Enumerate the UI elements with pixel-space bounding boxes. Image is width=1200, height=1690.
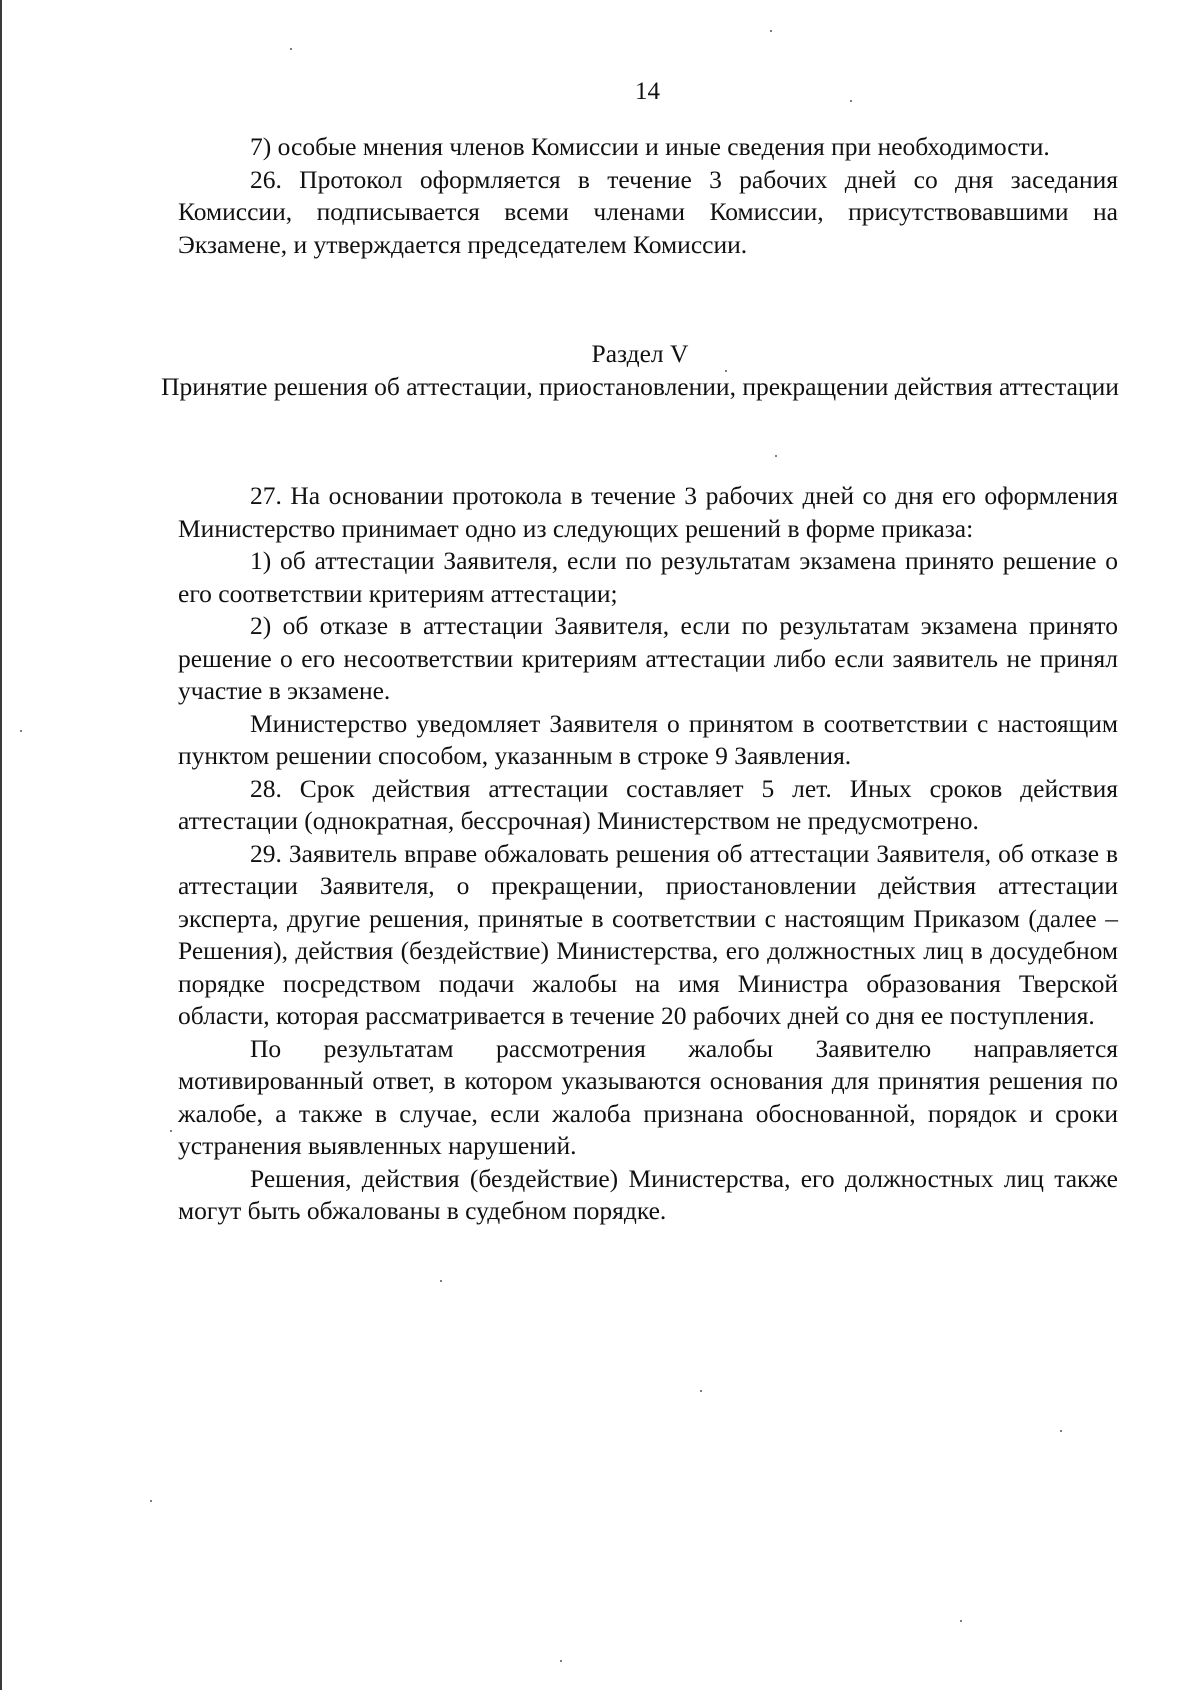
paragraph-26: 26. Протокол оформляется в течение 3 рабочих дней со дня заседания Комиссии, подписывается всеми членами Комиссии, присутствовавшими на Экзамене, и утверждается председателем Комиссии.	[178, 164, 1118, 259]
scan-speck	[1060, 1430, 1062, 1432]
scan-speck	[850, 100, 852, 102]
scan-edge-line	[0, 0, 2, 1690]
scan-speck	[960, 1620, 962, 1622]
paragraph-28: 28. Срок действия аттестации составляет 5 лет. Иных сроков действия аттестации (однократная, бессрочная) Министерством не предусмотрено.	[178, 773, 1118, 835]
paragraph-27: 27. На основании протокола в течение 3 рабочих дней со дня его оформления Министерство принимает одно из следующих решений в форме приказа:	[178, 481, 1118, 543]
paragraph-item-7: 7) особые мнения членов Комиссии и иные сведения при необходимости.	[250, 132, 1050, 161]
paragraph-court-appeal: Решения, действия (бездействие) Министерства, его должностных лиц также могут быть обжалованы в судебном порядке.	[178, 1163, 1118, 1225]
scan-speck	[150, 1500, 152, 1502]
paragraph-notification: Министерство уведомляет Заявителя о принятом в соответствии с настоящим пунктом решении способом, указанным в строке 9 Заявления.	[178, 708, 1118, 770]
scan-speck	[700, 1390, 702, 1392]
section-title: Принятие решения об аттестации, приостановлении, прекращении действия аттестации	[161, 371, 1119, 401]
scan-speck	[440, 1280, 442, 1282]
paragraph-29: 29. Заявитель вправе обжаловать решения об аттестации Заявителя, об отказе в аттестации Заявителя, о прекращении, приостановлении действия аттестации эксперта, другие решения, принятые в соответствии с настоящим Приказом (далее – Решения), действия (бездействие) Министерства, его должностных лиц в досудебном порядке посредством подачи жалобы на имя Министра образования Тверской области, которая рассматривается в течение 20 рабочих дней со дня ее поступления.	[178, 838, 1118, 1030]
scan-speck	[770, 30, 772, 32]
scan-speck	[170, 1130, 172, 1132]
scan-speck	[290, 48, 292, 50]
page-number: 14	[635, 78, 660, 105]
scan-speck	[560, 1660, 562, 1662]
text-block-top	[178, 131, 1118, 261]
scan-speck	[20, 730, 22, 732]
text-block-main	[178, 480, 1118, 1228]
paragraph-27-item-1: 1) об аттестации Заявителя, если по результатам экзамена принято решение о его соответствии критериям аттестации;	[178, 546, 1118, 608]
paragraph-complaint-result: По результатам рассмотрения жалобы Заявителю направляется мотивированный ответ, в котором указываются основания для принятия решения по жалобе, а также в случае, если жалоба признана обоснованной, порядок и сроки устранения выявленных нарушений.	[178, 1033, 1118, 1160]
section-heading	[160, 338, 1120, 403]
scan-speck	[725, 370, 727, 372]
scan-speck	[775, 455, 777, 457]
section-label: Раздел V	[591, 339, 689, 368]
paragraph-27-item-2: 2) об отказе в аттестации Заявителя, если по результатам экзамена принято решение о его несоответствии критериям аттестации либо если заявитель не принял участие в экзамене.	[178, 611, 1118, 705]
